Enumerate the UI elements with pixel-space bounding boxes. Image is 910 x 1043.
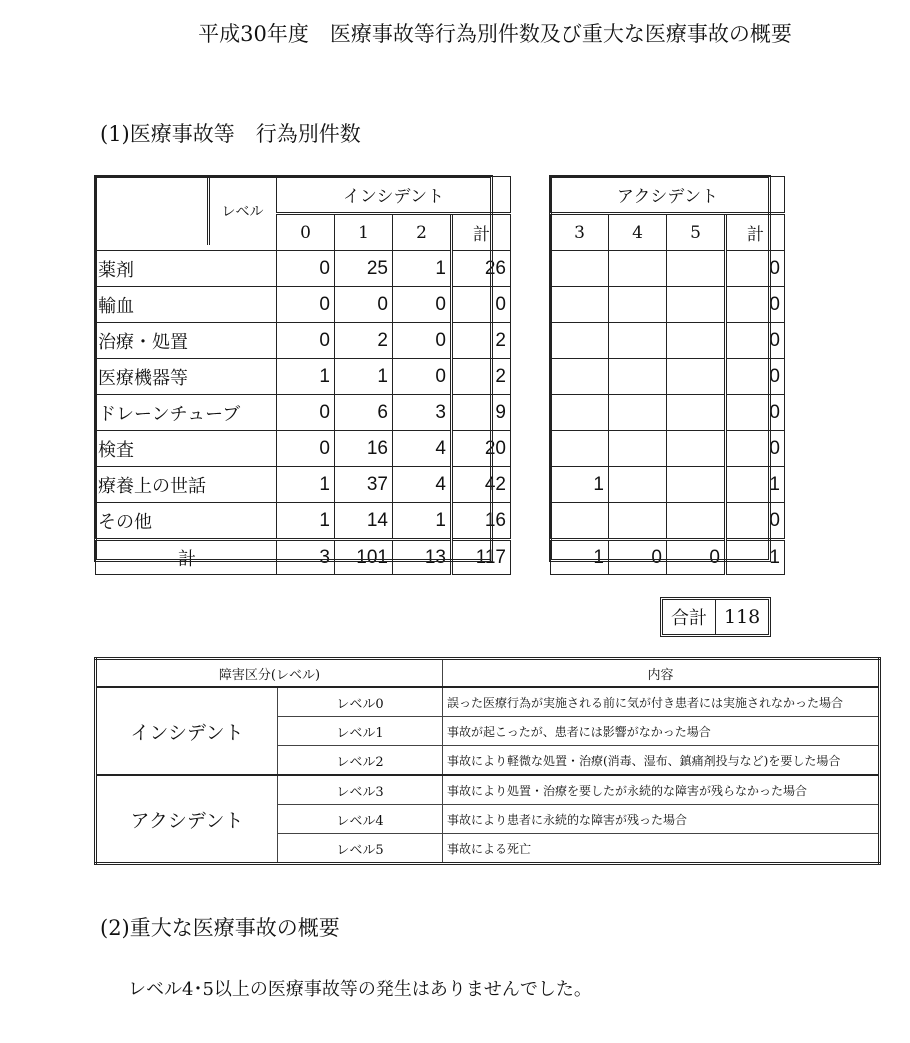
cell-sum: 0 [726, 359, 785, 395]
table-row [96, 467, 511, 503]
cell-sum: 20 [452, 431, 511, 467]
row-label: 薬剤 [96, 251, 277, 287]
grand-total-box [660, 597, 771, 637]
cell [609, 323, 667, 359]
legend-desc: 事故により軽微な処置・治療(消毒、湿布、鎮痛剤投与など)を要した場合 [443, 746, 880, 776]
cell-sum: 42 [452, 467, 511, 503]
cell: 0 [277, 287, 335, 323]
cell: 3 [393, 395, 452, 431]
table-row [551, 323, 785, 359]
cell: 16 [335, 431, 393, 467]
cell-sum: 0 [452, 287, 511, 323]
grand-total-value: 118 [715, 600, 768, 634]
table-row [551, 395, 785, 431]
cell [667, 359, 726, 395]
cell: 1 [393, 251, 452, 287]
cell [667, 431, 726, 467]
page-title: 平成30年度 医療事故等行為別件数及び重大な医療事故の概要 [198, 22, 792, 46]
table-row [551, 251, 785, 287]
row-label: 医療機器等 [96, 359, 277, 395]
cell: 4 [393, 467, 452, 503]
legend-desc: 事故が起こったが、患者には影響がなかった場合 [443, 717, 880, 746]
accident-level-sum: 計 [726, 214, 785, 251]
cell-sum: 9 [452, 395, 511, 431]
legend-desc: 事故により患者に永続的な障害が残った場合 [443, 805, 880, 834]
table-row [551, 431, 785, 467]
accident-level-5: 5 [667, 214, 726, 251]
cell [609, 359, 667, 395]
corner-cell [96, 177, 277, 251]
cell: 0 [393, 359, 452, 395]
cell: 25 [335, 251, 393, 287]
cell-sum: 2 [452, 323, 511, 359]
section-heading-serious: (2)重大な医療事故の概要 [100, 916, 340, 940]
cell: 0 [277, 395, 335, 431]
cell [551, 395, 609, 431]
cell: 0 [277, 431, 335, 467]
cell-sum: 0 [726, 323, 785, 359]
cell-sum: 0 [726, 431, 785, 467]
incident-level-1: 1 [335, 214, 393, 251]
cell: 1 [277, 359, 335, 395]
table-row [96, 323, 511, 359]
cell [551, 287, 609, 323]
cell [667, 323, 726, 359]
table-row [551, 359, 785, 395]
row-label: 療養上の世話 [96, 467, 277, 503]
cell [551, 251, 609, 287]
total-row [96, 540, 511, 575]
total-row [551, 540, 785, 575]
legend-header-content: 内容 [443, 659, 880, 688]
cell: 6 [335, 395, 393, 431]
cell [551, 503, 609, 540]
row-label: ドレーンチューブ [96, 395, 277, 431]
section-heading-counts: (1)医療事故等 行為別件数 [100, 122, 361, 146]
cell-sum: 2 [452, 359, 511, 395]
incident-header: インシデント [277, 177, 511, 214]
cell: 1 [393, 503, 452, 540]
cell: 0 [277, 251, 335, 287]
cell: 2 [335, 323, 393, 359]
cell: 4 [393, 431, 452, 467]
table-row [96, 251, 511, 287]
legend-incident-label: インシデント [96, 687, 278, 775]
incident-body [96, 251, 511, 575]
total-label: 計 [96, 540, 277, 575]
row-label: 治療・処置 [96, 323, 277, 359]
cell [667, 467, 726, 503]
cell: 0 [667, 540, 726, 575]
row-label: 検査 [96, 431, 277, 467]
table-row [96, 503, 511, 540]
cell: 1 [335, 359, 393, 395]
legend-level: レベル5 [278, 834, 443, 864]
cell-sum: 117 [452, 540, 511, 575]
cell-sum: 0 [726, 395, 785, 431]
legend-header-level: 障害区分(レベル) [96, 659, 443, 688]
cell: 1 [551, 540, 609, 575]
table-row [96, 287, 511, 323]
cell: 0 [277, 323, 335, 359]
level-label: レベル [207, 177, 275, 245]
cell [667, 251, 726, 287]
accident-table [550, 176, 785, 575]
legend-desc: 誤った医療行為が実施される前に気が付き患者には実施されなかった場合 [443, 687, 880, 717]
cell-sum: 1 [726, 540, 785, 575]
cell: 1 [551, 467, 609, 503]
row-label: 輸血 [96, 287, 277, 323]
cell [551, 431, 609, 467]
cell [609, 395, 667, 431]
table-row [96, 431, 511, 467]
cell [609, 287, 667, 323]
cell [667, 503, 726, 540]
cell-sum: 26 [452, 251, 511, 287]
accident-header: アクシデント [551, 177, 785, 214]
legend-level: レベル1 [278, 717, 443, 746]
legend-level: レベル3 [278, 775, 443, 805]
legend-level: レベル2 [278, 746, 443, 776]
legend-desc: 事故により処置・治療を要したが永続的な障害が残らなかった場合 [443, 775, 880, 805]
cell: 0 [335, 287, 393, 323]
accident-level-4: 4 [609, 214, 667, 251]
legend-desc: 事故による死亡 [443, 834, 880, 864]
table-row [551, 503, 785, 540]
cell: 0 [393, 323, 452, 359]
cell [609, 467, 667, 503]
cell: 0 [393, 287, 452, 323]
cell-sum: 0 [726, 287, 785, 323]
cell [551, 323, 609, 359]
legend-accident-label: アクシデント [96, 775, 278, 864]
incident-level-0: 0 [277, 214, 335, 251]
accident-level-3: 3 [551, 214, 609, 251]
cell: 1 [277, 503, 335, 540]
cell: 13 [393, 540, 452, 575]
grand-total-label: 合計 [671, 608, 707, 629]
cell-sum: 0 [726, 251, 785, 287]
cell: 3 [277, 540, 335, 575]
serious-accident-note: レベル4･5以上の医療事故等の発生はありませんでした。 [128, 979, 592, 1000]
incident-table [95, 176, 511, 575]
cell [609, 251, 667, 287]
legend-row [96, 775, 880, 805]
level-legend-table [94, 657, 881, 865]
cell: 0 [609, 540, 667, 575]
cell-sum: 1 [726, 467, 785, 503]
cell [609, 503, 667, 540]
cell: 1 [277, 467, 335, 503]
row-label: その他 [96, 503, 277, 540]
cell-sum: 16 [452, 503, 511, 540]
table-row [551, 467, 785, 503]
legend-level: レベル4 [278, 805, 443, 834]
cell [667, 287, 726, 323]
incident-level-2: 2 [393, 214, 452, 251]
cell: 14 [335, 503, 393, 540]
cell: 101 [335, 540, 393, 575]
incident-level-sum: 計 [452, 214, 511, 251]
legend-level: レベル0 [278, 687, 443, 717]
table-row [96, 395, 511, 431]
table-row [551, 287, 785, 323]
table-row [96, 359, 511, 395]
cell [609, 431, 667, 467]
legend-row [96, 687, 880, 717]
cell [667, 395, 726, 431]
cell [551, 359, 609, 395]
cell: 37 [335, 467, 393, 503]
cell-sum: 0 [726, 503, 785, 540]
